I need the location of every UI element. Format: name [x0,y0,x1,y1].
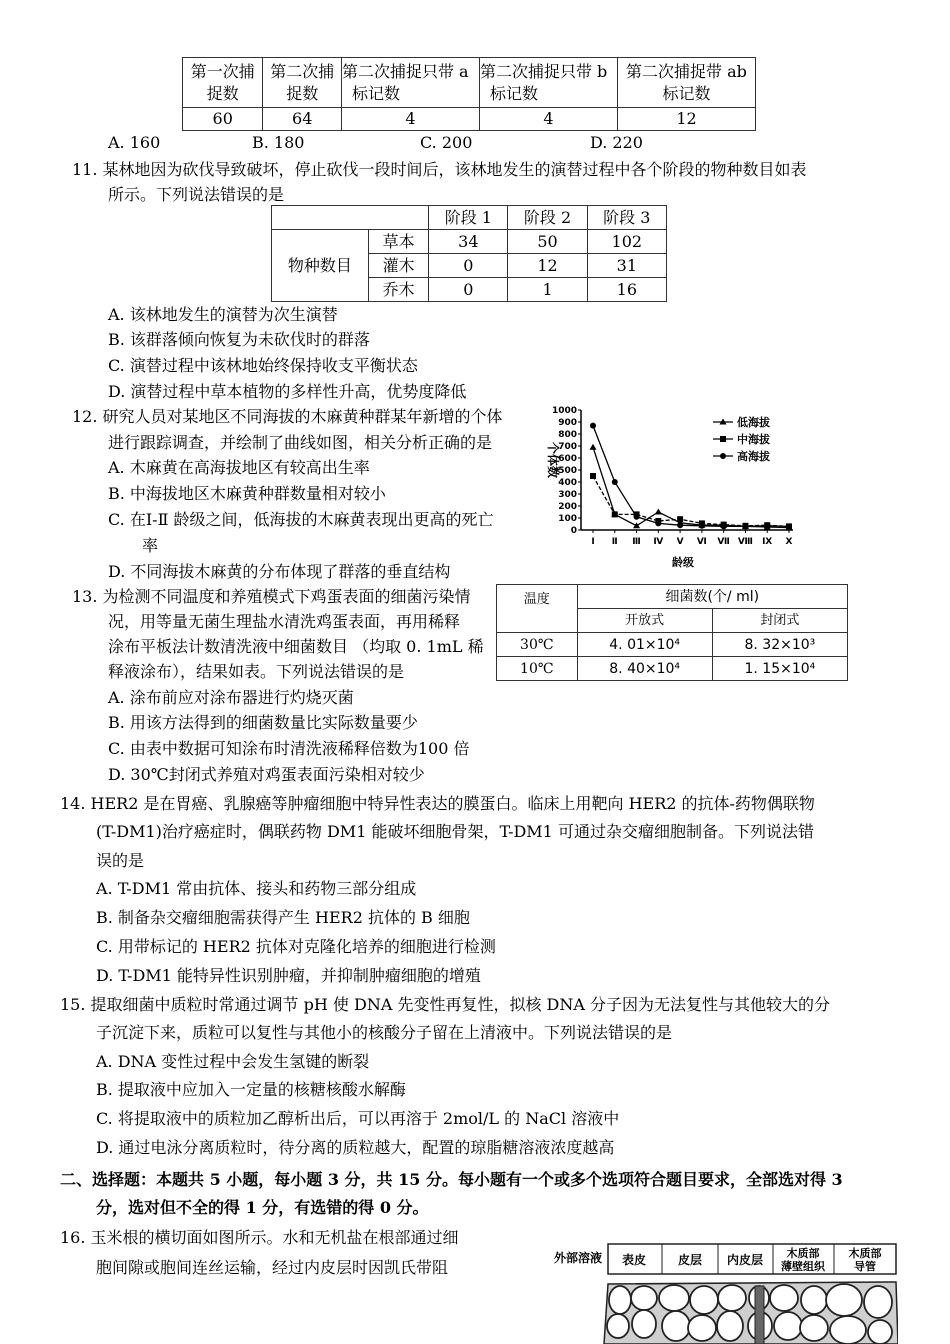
q13-stem-cont: 况，用等量无菌生理盐水清洗鸡蛋表面，再用稀释 [108,612,461,631]
q13-value-cell: 4. 01×10⁴ [577,633,712,657]
q13-stem-cont: 涂布平板法计数清洗液中细菌数目 （均取 0. 1mL 稀 [108,637,484,656]
fig-cell [662,1311,690,1341]
q11-value: 1 [508,278,587,302]
chart-x-tick-label: Ⅵ [696,537,707,547]
q10-option-d: D. 220 [590,133,643,152]
q14-option-d: D. T-DM1 能特异性识别肿瘤，并抑制肿瘤细胞的增殖 [96,966,481,985]
fig-cell [830,1316,866,1344]
fig-cell [868,1320,892,1344]
q13-count-header: 细菌数(个/ ml) [577,585,847,609]
chart-x-tick-label: Ⅴ [676,537,684,547]
q10-value-cell: 4 [341,108,479,131]
q11-option-d: D. 演替过程中草本植物的多样性升高，优势度降低 [108,382,467,401]
q10-header-cell: 第二次捕捉只带 a 标记数 [341,58,479,108]
q16-stem: 16. 玉米根的横切面如图所示。水和无机盐在根部通过细 [60,1228,459,1247]
chart-y-tick-label: 500 [558,466,577,476]
q13-closed-header: 封闭式 [712,609,847,633]
chart-xlabel: 龄级 [672,556,694,569]
q13-stem: 13. 为检测不同温度和养殖模式下鸡蛋表面的细菌污染情 [72,587,471,606]
q10-option-a: A. 160 [108,133,161,152]
fig-cell [659,1285,689,1311]
q10-header-cell: 第二次捕捉带 ab 标记数 [617,58,755,108]
root-cross-section-figure [552,1240,898,1344]
q10-value-cell: 12 [617,108,755,131]
q10-option-b: B. 180 [252,133,305,152]
q10-value-cell: 60 [183,108,263,131]
q11-stage-header: 阶段 1 [429,206,508,230]
chart-legend-label: 低海拔 [737,416,770,429]
q11-plant-name: 乔木 [368,278,428,302]
fig-label-epidermis: 表皮 [621,1253,647,1267]
q16-stem-cont: 胞间隙或胞间连丝运输，经过内皮层时因凯氏带阻 [96,1258,449,1277]
q13-value-cell: 8. 32×10³ [712,633,847,657]
q11-value: 0 [429,254,508,278]
fig-casparian-strip [755,1286,764,1344]
fig-cell [688,1315,716,1341]
q11-option-a: A. 该林地发生的演替为次生演替 [108,305,338,324]
chart-legend-label: 高海拔 [737,450,770,463]
q13-stem-cont: 释液涂布），结果如表。下列说法错误的是 [108,662,405,681]
chart-point [699,523,705,529]
q10-header-cell: 第二次捕捉只带 b 标记数 [479,58,617,108]
q15-stem-cont: 子沉淀下来，质粒可以复性与其他小的核酸分子留在上清液中。下列说法错误的是 [96,1023,673,1042]
fig-cell [770,1285,798,1311]
fig-cell [826,1284,862,1316]
q11-option-b: B. 该群落倾向恢复为未砍伐时的群落 [108,330,370,349]
q15-option-b: B. 提取液中应加入一定量的核糖核酸水解酶 [96,1080,406,1099]
fig-cell [632,1310,656,1338]
fig-cell [607,1314,629,1338]
q11-species-table [271,205,667,302]
chart-point [786,523,792,529]
chart-legend-marker [720,453,726,459]
chart-point [742,523,748,529]
chart-point [677,516,683,522]
chart-y-tick-label: 600 [558,454,577,464]
chart-point [633,522,640,528]
fig-cell [631,1286,657,1310]
chart-x-tick-label: Ⅸ [762,537,773,547]
q11-value: 31 [587,254,666,278]
q12-option-b: B. 中海拔地区木麻黄种群数量相对较小 [108,484,386,503]
chart-ylabel: 个体数 [546,442,560,479]
chart-y-tick-label: 700 [558,442,577,452]
q12-option-c-cont: 率 [142,536,159,555]
q13-option-a: A. 涂布前应对涂布器进行灼烧灭菌 [108,688,354,707]
fig-outside-label: 外部溶液 [554,1251,603,1265]
chart-point [655,520,661,526]
chart-point [612,511,618,517]
q10-value-cell: 4 [479,108,617,131]
q10-value-cell: 64 [263,108,341,131]
q11-plant-name: 灌木 [368,254,428,278]
q13-option-b: B. 用该方法得到的细菌数量比实际数量要少 [108,713,418,732]
q14-option-b: B. 制备杂交瘤细胞需获得产生 HER2 抗体的 B 细胞 [96,908,470,927]
chart-x-tick-label: Ⅰ [591,537,595,547]
chart-y-tick-label: 300 [558,490,577,500]
q11-stem-cont: 所示。下列说法错误的是 [108,185,285,204]
q14-option-c: C. 用带标记的 HER2 抗体对克隆化培养的细胞进行检测 [96,937,496,956]
chart-point [590,473,596,479]
q12-stem-cont: 进行跟踪调查，并绘制了曲线如图，相关分析正确的是 [108,433,493,452]
fig-label-xylem-vessel-2: 导管 [854,1260,876,1273]
chart-legend-marker [720,436,726,442]
fig-cell [774,1312,802,1340]
chart-y-tick-label: 400 [558,478,577,488]
fig-cell [801,1286,827,1314]
q10-capture-table [182,57,756,131]
chart-point [590,423,596,429]
chart-x-tick-label: Ⅹ [785,537,793,547]
chart-y-tick-label: 0 [570,526,577,536]
q10-header-cell: 第一次捕 捉数 [183,58,263,108]
fig-cell [800,1315,828,1341]
fig-cell [690,1286,718,1314]
q11-value: 0 [429,278,508,302]
chart-point [655,509,662,515]
chart-y-tick-label: 200 [558,502,577,512]
chart-y-tick-label: 1000 [551,406,577,416]
q11-stage-header: 阶段 2 [508,206,587,230]
fig-cell [609,1286,631,1314]
q11-value: 16 [587,278,666,302]
q13-temp-cell: 30℃ [497,633,578,657]
q11-value: 12 [508,254,587,278]
chart-x-tick-label: Ⅲ [632,537,641,547]
fig-label-xylem-parenchyma: 木质部 [786,1247,820,1260]
q13-option-d: D. 30℃封闭式养殖对鸡蛋表面污染相对较少 [108,765,425,784]
q14-stem: 14. HER2 是在胃癌、乳腺癌等肿瘤细胞中特异性表达的膜蛋白。临床上用靶向 HER2 的抗体-药物偶联物 [60,794,815,813]
chart-point [764,523,770,529]
q11-stage-header: 阶段 3 [587,206,666,230]
q12-option-a: A. 木麻黄在高海拔地区有较高出生率 [108,458,370,477]
q13-open-header: 开放式 [577,609,712,633]
chart-point [721,523,727,529]
q11-value: 34 [429,230,508,254]
q12-option-d: D. 不同海拔木麻黄的分布体现了群落的垂直结构 [108,562,451,581]
q13-temp-header: 温度 [497,585,578,633]
fig-label-xylem-vessel: 木质部 [848,1247,882,1260]
q12-option-c: C. 在Ⅰ-Ⅱ 龄级之间，低海拔的木麻黄表现出更高的死亡 [108,510,494,529]
chart-x-tick-label: Ⅱ [611,537,618,547]
q15-option-a: A. DNA 变性过程中会发生氢键的断裂 [96,1052,370,1071]
fig-cell [718,1285,746,1311]
chart-legend-label: 中海拔 [737,433,770,446]
section2-heading-cont: 分，选对但不全的得 1 分，有选错的得 0 分。 [96,1198,429,1217]
q10-option-c: C. 200 [420,133,473,152]
q11-stem: 11. 某林地因为砍伐导致破坏，停止砍伐一段时间后，该林地发生的演替过程中各个阶段的物种数目如表 [72,160,807,179]
q11-value: 50 [508,230,587,254]
q11-row-label: 物种数目 [272,230,369,302]
fig-label-endodermis: 内皮层 [726,1253,764,1267]
q14-stem-cont: (T-DM1)治疗癌症时，偶联药物 DM1 能破坏细胞骨架，T-DM1 可通过杂交瘤细胞制备。下列说法错 [96,822,814,841]
chart-x-tick-label: Ⅶ [717,537,730,547]
q11-plant-name: 草本 [368,230,428,254]
chart-y-tick-label: 100 [558,514,577,524]
section2-heading: 二、选择题：本题共 5 小题，每小题 3 分，共 15 分。每小题有一个或多个选项符合题目要求，全部选对得 3 [60,1170,843,1189]
chart-point [677,522,683,528]
fig-cell [717,1311,743,1341]
q15-option-c: C. 将提取液中的质粒加乙醇析出后，可以再溶于 2mol/L 的 NaCl 溶液中 [96,1109,620,1128]
q13-bacteria-table [496,584,848,681]
q15-option-d: D. 通过电泳分离质粒时，待分离的质粒越大，配置的琼脂糖溶液浓度越高 [96,1138,615,1157]
q13-value-cell: 1. 15×10⁴ [712,657,847,681]
q11-empty-corner [272,206,429,230]
q13-option-c: C. 由表中数据可知涂布时清洗液稀释倍数为100 倍 [108,739,470,758]
q14-stem-cont: 误的是 [96,851,145,870]
q13-value-cell: 8. 40×10⁴ [577,657,712,681]
q13-temp-cell: 10℃ [497,657,578,681]
chart-x-tick-label: Ⅳ [653,537,664,547]
q10-header-cell: 第二次捕 捉数 [263,58,341,108]
chart-y-tick-label: 900 [558,418,577,428]
q11-value: 102 [587,230,666,254]
chart-point [612,479,618,485]
fig-label-xylem-parenchyma-2: 薄壁组织 [781,1260,825,1273]
q12-stem: 12. 研究人员对某地区不同海拔的木麻黄种群某年新增的个体 [72,407,503,426]
chart-y-tick-label: 800 [558,430,577,440]
age-class-line-chart [535,402,810,570]
q15-stem: 15. 提取细菌中质粒时常通过调节 pH 使 DNA 先变性再复性，拟核 DNA 分子因为无法复性与其他较大的分 [60,995,831,1014]
chart-point [634,514,640,520]
fig-cell [864,1286,892,1318]
q14-option-a: A. T-DM1 常由抗体、接头和药物三部分组成 [96,879,417,898]
fig-cell-tissue [604,1282,898,1344]
fig-label-cortex: 皮层 [677,1253,703,1267]
chart-point [590,444,597,450]
q11-option-c: C. 演替过程中该林地始终保持收支平衡状态 [108,356,418,375]
chart-x-tick-label: Ⅷ [737,537,753,547]
